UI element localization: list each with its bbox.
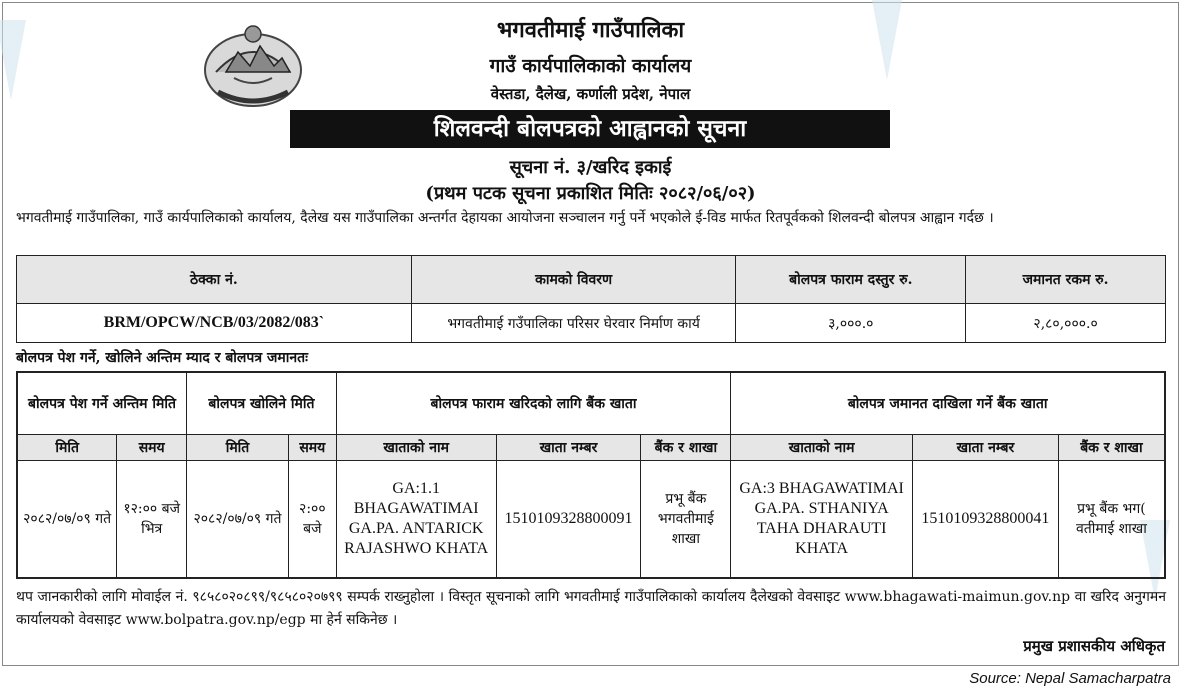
form-account-number: 1510109328800091 [496, 460, 641, 578]
header-bond-bank-account: बोलपत्र जमानत दाखिला गर्ने बैंक खाता [731, 372, 1165, 434]
sub-header-time: समय [288, 434, 336, 460]
sub-header-time: समय [117, 434, 187, 460]
header-work-description: कामको विवरण [411, 256, 736, 304]
sub-header-bank-branch: बैंक र शाखा [1058, 434, 1165, 460]
work-description: भगवतीमाई गउँपालिका परिसर घेरवार निर्माण कार्य [411, 304, 736, 343]
submission-time: १२:०० बजे भित्र [117, 460, 187, 578]
header-opening-date: बोलपत्र खोलिने मिति [187, 372, 337, 434]
deadline-table [16, 371, 1166, 579]
table-header-row [17, 256, 1166, 304]
table-row [17, 460, 1165, 578]
sub-header-account-number: खाता नम्बर [912, 434, 1058, 460]
contract-table [16, 255, 1166, 343]
table-row [17, 304, 1166, 343]
group-header-row [17, 372, 1165, 434]
sub-header-bank-branch: बैंक र शाखा [641, 434, 731, 460]
office-name: गाउँ कार्यपालिकाको कार्यालय [489, 55, 692, 77]
footer-paragraph: थप जानकारीको लागि मोवाईल नं. ९८५८०२०८९९/९८५८०२०७९९ सम्पर्क राख्नुहोला । विस्तृत सूचनाको लागि भगवतीमाई गाउँपालिकाको कार्यालय दैलेखको वेवसाइट www.bhagawati-maimun.gov.np वा खरिद अनुगमन कार्यालयको वेवसाइट www.bolpatra.gov.np/egp मा हेर्न सकिनेछ । [16, 589, 1166, 628]
notice-number: सूचना नं. ३/खरिद इकाई [509, 157, 672, 178]
bond-account-number: 1510109328800041 [912, 460, 1058, 578]
opening-date: २०८२/०७/०९ गते [187, 460, 289, 578]
submission-date: २०८२/०७/०९ गते [17, 460, 117, 578]
header-submission-deadline: बोलपत्र पेश गर्ने अन्तिम मिति [17, 372, 187, 434]
office-address: वेस्तडा, दैलेख, कर्णाली प्रदेश, नेपाल [490, 85, 691, 103]
sub-header-account-name: खाताको नाम [336, 434, 496, 460]
org-name: भगवतीमाई गाउँपालिका [496, 17, 685, 43]
sub-header-account-name: खाताको नाम [731, 434, 913, 460]
header-contract-no: ठेक्का नं. [17, 256, 412, 304]
opening-time: २:०० बजे [288, 460, 336, 578]
form-account-name: GA:1.1 BHAGAWATIMAI GA.PA. ANTARICK RAJASHWO KHATA [336, 460, 496, 578]
sub-header-row [17, 434, 1165, 460]
form-bank-branch: प्रभू बैंक भगवतीमाई शाखा [641, 460, 731, 578]
header-form-fee: बोलपत्र फाराम दस्तुर रु. [736, 256, 966, 304]
sub-header-account-number: खाता नम्बर [496, 434, 641, 460]
bond-bank-branch: प्रभू बैंक भग( वतीमाई शाखा [1058, 460, 1165, 578]
bond-account-name: GA:3 BHAGAWATIMAI GA.PA. STHANIYA TAHA DHARAUTI KHATA [731, 460, 913, 578]
signature: प्रमुख प्रशासकीय अधिकृत [1023, 637, 1165, 655]
deadline-heading: बोलपत्र पेश गर्ने, खोलिने अन्तिम म्याद र बोलपत्र जमानतः [16, 350, 308, 366]
form-fee: ३,०००.० [736, 304, 966, 343]
sub-header-date: मिति [187, 434, 289, 460]
source-credit: Source: Nepal Samacharpatra [969, 670, 1171, 687]
header-bid-bond: जमानत रकम रु. [966, 256, 1166, 304]
bid-bond: २,८०,०००.० [966, 304, 1166, 343]
notice-title: शिलवन्दी बोलपत्रको आह्वानको सूचना [290, 110, 890, 148]
published-date: (प्रथम पटक सूचना प्रकाशित मितिः २०८२/०६/०२) [425, 183, 756, 204]
intro-paragraph: भगवतीमाई गाउँपालिका, गाउँ कार्यपालिकाको कार्यालय, दैलेख यस गाउँपालिका अन्तर्गत देहायका आयोजना सञ्चालन गर्नु पर्ने भएकोले ई-विड मार्फत रितपूर्वकको शिलवन्दी बोलपत्र आह्वान गर्दछ । [16, 210, 994, 226]
header-form-bank-account: बोलपत्र फाराम खरिदको लागि बैंक खाता [336, 372, 731, 434]
contract-no: BRM/OPCW/NCB/03/2082/083` [17, 304, 412, 343]
sub-header-date: मिति [17, 434, 117, 460]
